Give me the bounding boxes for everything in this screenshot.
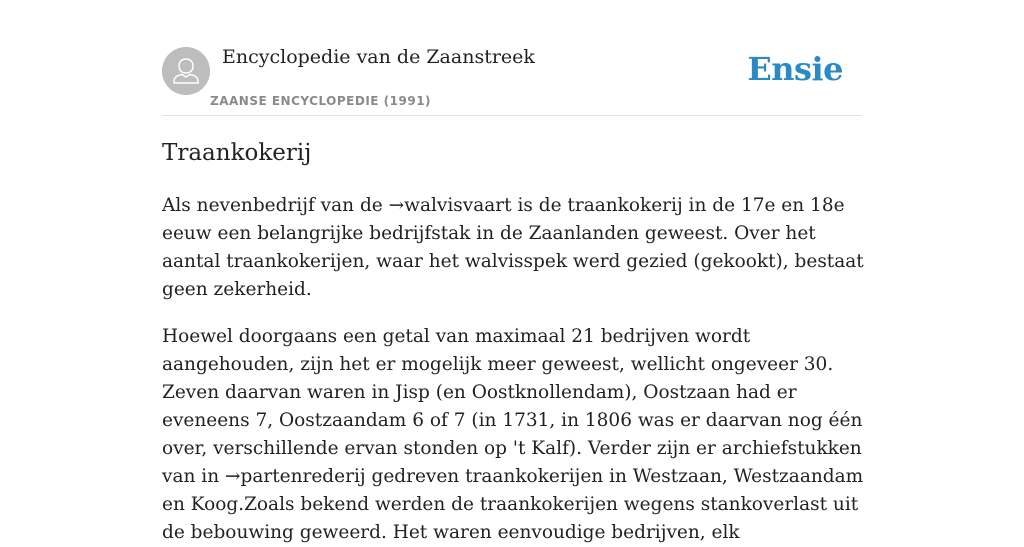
article-paragraph xyxy=(162,323,867,547)
paragraph-text: Hoewel doorgaans een getal van maximaal 21 bedrijven wordt aangehouden, zijn het er mogelijk meer geweest, wellicht ongeveer 30. Zeven daarvan waren in Jisp (en Oostknollendam), Oostzaan had er eveneens 7, Oostzaandam 6 of 7 (in 1731, in 1806 was er daarvan nog één over, verschillende ervan stonden op 't Kalf). Verder zijn er archiefstukken van in xyxy=(162,326,863,487)
user-avatar-icon[interactable] xyxy=(162,47,210,95)
source-title[interactable]: Encyclopedie van de Zaanstreek xyxy=(222,46,535,68)
page-container xyxy=(162,0,864,543)
paragraph-text: gedreven traankokerijen in Westzaan, Westzaandam en Koog.Zoals bekend werden de traankokerijen wegens stankoverlast uit de bebouwing geweerd. Het waren eenvoudige bedrijven, elk xyxy=(162,466,864,543)
article-paragraph xyxy=(162,192,867,304)
partenrederij-link[interactable]: →partenrederij xyxy=(225,466,366,487)
article-title: Traankokerij xyxy=(162,140,312,166)
paragraph-text: is de traankokerij in de 17e en 18e eeuw een belangrijke bedrijfstak in de Zaanlanden geweest. Over het aantal traankokerijen, waar het walvisspek werd gezied (gekookt), bestaat geen zekerheid. xyxy=(162,195,864,300)
ensie-logo[interactable]: Ensie xyxy=(747,50,843,88)
source-subtitle: ZAANSE ENCYCLOPEDIE (1991) xyxy=(210,94,432,108)
paragraph-text: Als nevenbedrijf van de xyxy=(162,195,389,216)
walvisvaart-link[interactable]: →walvisvaart xyxy=(388,195,512,216)
page-header xyxy=(162,0,862,116)
